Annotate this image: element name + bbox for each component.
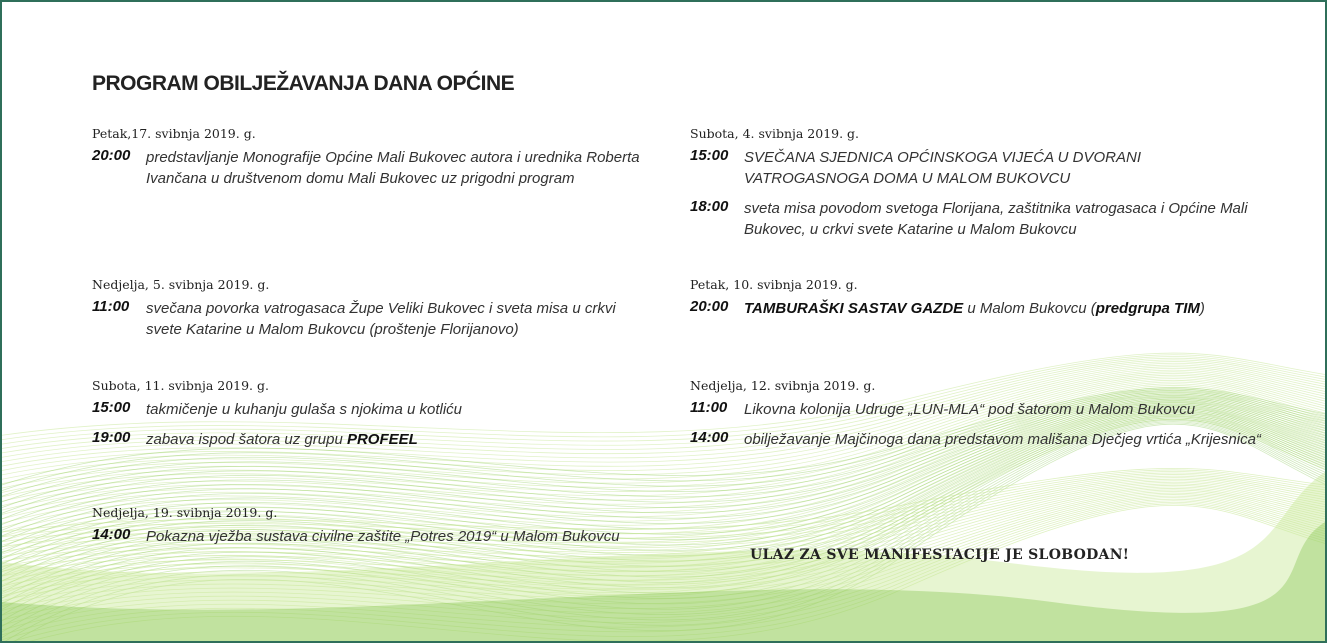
page-title: PROGRAM OBILJEŽAVANJA DANA OPĆINE (92, 72, 515, 95)
day-heading: Nedjelja, 12. svibnja 2019. g. (690, 378, 876, 393)
day-block (690, 378, 1270, 459)
day-heading: Subota, 11. svibnja 2019. g. (92, 378, 269, 393)
event-row (690, 429, 1270, 450)
day-heading: Petak, 10. svibnja 2019. g. (690, 277, 858, 292)
event-time: 14:00 (92, 526, 131, 543)
event-row (92, 399, 652, 420)
day-heading: Petak,17. svibnja 2019. g. (92, 126, 256, 141)
event-time: 20:00 (690, 298, 729, 315)
event-row (690, 147, 1250, 189)
event-time: 15:00 (92, 399, 131, 416)
event-time: 20:00 (92, 147, 131, 164)
event-time: 18:00 (690, 198, 729, 215)
event-description: Likovna kolonija Udruge „LUN-MLA“ pod šatorom u Malom Bukovcu (744, 401, 1196, 418)
day-block (92, 277, 652, 349)
event-description: SVEČANA SJEDNICA OPĆINSKOGA VIJEĆA U DVORANI VATROGASNOGA DOMA U MALOM BUKOVCU (744, 149, 1142, 187)
event-row (690, 399, 1270, 420)
band-name: PROFEEL (346, 431, 418, 448)
event-description: obilježavanje Majčinoga dana predstavom mališana Dječjeg vrtića „Krijesnica“ (744, 431, 1261, 448)
event-row (92, 147, 652, 189)
event-time: 15:00 (690, 147, 729, 164)
event-time: 14:00 (690, 429, 729, 446)
event-row (690, 298, 1270, 319)
event-description: predstavljanje Monografije Općine Mali Bukovec autora i urednika Roberta Ivančana u društvenom domu Mali Bukovec uz prigodni program (146, 149, 640, 187)
support-band-name: predgrupa TIM (1095, 300, 1200, 317)
event-row (92, 526, 652, 547)
event-time: 11:00 (690, 399, 728, 416)
day-block (690, 126, 1250, 249)
event-row (690, 198, 1250, 240)
event-description: Pokazna vježba sustava civilne zaštite „Potres 2019“ u Malom Bukovcu (146, 528, 620, 545)
event-time: 19:00 (92, 429, 131, 446)
day-block (690, 277, 1270, 328)
band-name: TAMBURAŠKI SASTAV GAZDE (744, 300, 964, 317)
day-heading: Subota, 4. svibnja 2019. g. (690, 126, 860, 141)
event-time: 11:00 (92, 298, 130, 315)
free-entry-notice: ULAZ ZA SVE MANIFESTACIJE JE SLOBODAN! (750, 547, 1130, 563)
day-block (92, 126, 652, 198)
event-description: svečana povorka vatrogasaca Župe Veliki Bukovec i sveta misa u crkvi svete Katarine u Malom Bukovcu (proštenje Florijanovo) (146, 300, 616, 338)
event-description: takmičenje u kuhanju gulaša s njokima u kotliću (146, 401, 463, 418)
day-heading: Nedjelja, 5. svibnja 2019. g. (92, 277, 270, 292)
event-description: sveta misa povodom svetoga Florijana, zaštitnika vatrogasaca i Općine Mali Bukovec, u crkvi svete Katarine u Malom Bukovcu (744, 200, 1248, 238)
event-description: TAMBURAŠKI SASTAV GAZDE u Malom Bukovcu (predgrupa TIM) (744, 300, 1205, 317)
event-row (92, 298, 652, 340)
day-heading: Nedjelja, 19. svibnja 2019. g. (92, 505, 278, 520)
event-description: zabava ispod šatora uz grupu PROFEEL (146, 431, 418, 448)
day-block (92, 378, 652, 459)
event-row (92, 429, 652, 450)
day-block (92, 505, 652, 556)
